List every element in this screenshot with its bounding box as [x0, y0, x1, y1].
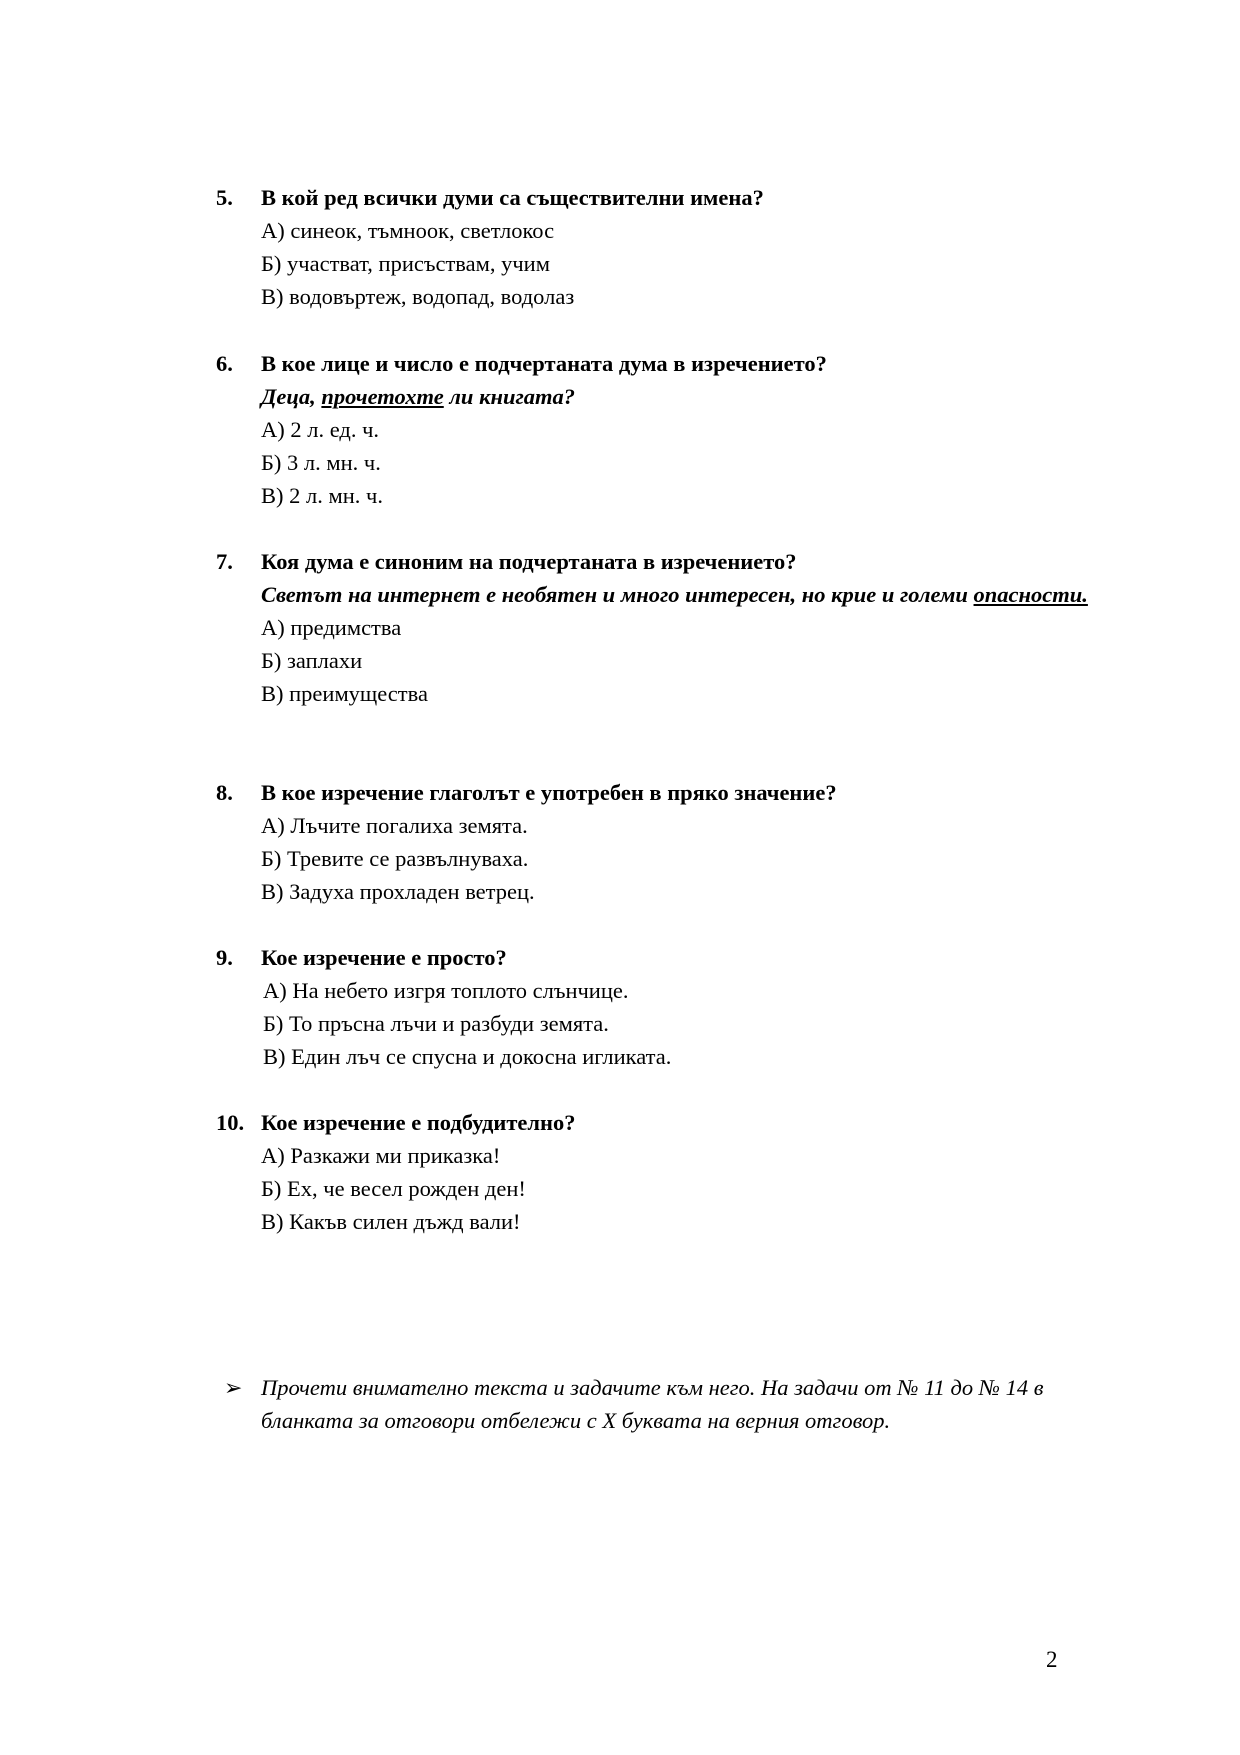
option-c: В) Задуха прохладен ветрец. [261, 879, 535, 904]
question-7-header [216, 545, 1096, 578]
question-10 [216, 1106, 1096, 1238]
question-number: 10. [216, 1110, 245, 1135]
question-text: Кое изречение е подбудително? [261, 1110, 576, 1135]
question-10-header [216, 1106, 1096, 1139]
option-b: Б) Тревите се развълнуваха. [261, 846, 529, 871]
question-text: Кое изречение е просто? [261, 945, 507, 970]
question-text: В кое изречение глаголът е употребен в пряко значение? [261, 780, 837, 805]
option-a: А) Лъчите погалиха земята. [261, 813, 528, 838]
question-number: 8. [216, 780, 233, 805]
option-b: Б) заплахи [261, 648, 363, 673]
underlined-word: прочетохте [321, 384, 444, 409]
question-9 [216, 941, 1096, 1073]
option-b: Б) Ех, че весел рожден ден! [261, 1176, 526, 1201]
question-number: 6. [216, 351, 233, 376]
instruction-text: Прочети внимателно текста и задачите към него. На задачи от № 11 до № 14 в бланката за отговори отбележи с Х буквата на верния отговор. [261, 1375, 1044, 1433]
option-a: А) На небето изгря топлото слънчице. [263, 978, 629, 1003]
option-a: А) Разкажи ми приказка! [261, 1143, 501, 1168]
option-b: Б) 3 л. мн. ч. [261, 450, 381, 475]
page-number: 2 [1046, 1647, 1058, 1672]
question-6-header [216, 347, 1096, 380]
sentence-end: ли книгата? [443, 384, 576, 409]
option-a: А) предимства [261, 615, 402, 640]
option-a: А) 2 л. ед. ч. [261, 417, 380, 442]
instruction [224, 1371, 1114, 1437]
option-b: Б) То пръсна лъчи и разбуди земята. [263, 1011, 609, 1036]
question-8 [216, 776, 1096, 908]
question-number: 9. [216, 945, 233, 970]
question-9-header [216, 941, 1096, 974]
sentence-start: Деца, [261, 384, 322, 409]
question-6 [216, 347, 1096, 512]
option-c: В) Един лъч се спусна и докосна игликата. [263, 1044, 672, 1069]
option-c: В) Какъв силен дъжд вали! [261, 1209, 521, 1234]
option-c: В) 2 л. мн. ч. [261, 483, 383, 508]
sentence-start: Светът на интернет е необятен и много интересен, но крие и големи [261, 582, 974, 607]
underlined-word: опасности. [973, 582, 1088, 607]
arrow-bullet-icon: ➢ [224, 1375, 243, 1400]
option-b: Б) участват, присъствам, учим [261, 251, 550, 276]
question-8-header [216, 776, 1096, 809]
example-sentence [261, 380, 1096, 413]
question-text: В кое лице и число е подчертаната дума в изречението? [261, 351, 827, 376]
question-5 [216, 181, 1096, 313]
question-5-header [216, 181, 1096, 214]
question-number: 7. [216, 549, 233, 574]
example-sentence [261, 578, 1096, 611]
question-text: В кой ред всички думи са съществителни имена? [261, 185, 764, 210]
option-c: В) водовъртеж, водопад, водолаз [261, 284, 575, 309]
question-number: 5. [216, 185, 233, 210]
question-7 [216, 545, 1096, 710]
option-a: А) синеок, тъмноок, светлокос [261, 218, 555, 243]
option-c: В) преимущества [261, 681, 428, 706]
question-text: Коя дума е синоним на подчертаната в изречението? [261, 549, 797, 574]
